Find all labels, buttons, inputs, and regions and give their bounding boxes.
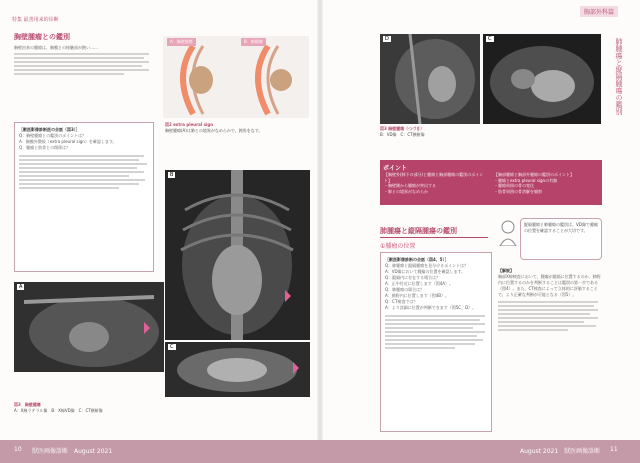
talk-line: A：正中付近に位置します（図4A）。 — [385, 281, 454, 286]
xray-lateral-drawing — [14, 282, 164, 372]
talk-line: Q：CT検査では？ — [385, 299, 418, 304]
fig-b-label: B — [170, 172, 174, 178]
fig-d-label: D — [385, 36, 389, 42]
point-header: ポイント — [383, 165, 408, 172]
fig-bottom-caption-title: 図3 胸壁腫瘍 — [14, 402, 41, 407]
callout-title: ［獣医影像診断医の会話（図3）］ — [19, 127, 80, 132]
fig3-caption-text: B：VD像 C：CT横断像 — [380, 132, 425, 137]
point-left-line: ・胸壁側から腫瘍が突出する — [384, 183, 436, 188]
point-right-line: ・肋骨周囲の骨溶解を観察 — [494, 188, 542, 194]
ct-c-drawing — [483, 34, 601, 124]
fig2a-tag: A：胸壁腫瘍 — [167, 38, 196, 46]
top-tab: 胸部外科篇 — [580, 6, 618, 17]
point-box — [380, 160, 602, 205]
xray-vd-drawing — [165, 170, 310, 340]
talk-line: A：より詳細に位置が判断できます（図5C、D）。 — [385, 305, 477, 310]
xray-lateral-image — [14, 282, 164, 372]
footer-bar — [0, 440, 640, 463]
header-title: 最善用来的诊断 — [23, 17, 59, 23]
xray-d-drawing — [380, 34, 480, 124]
talk-title: ［獣医影像診断の会話（図4、5）］ — [385, 257, 449, 262]
figure-2-illustration — [163, 36, 309, 118]
callout-box — [14, 122, 154, 272]
fig-a-label: A — [19, 284, 23, 290]
left-footer-text: 獣医画像診断 August 2021 — [32, 448, 113, 455]
figure-3-caption — [380, 126, 600, 138]
talk-line: A：VD像において腫瘤の位置を確認します。 — [385, 269, 466, 274]
callout-line: A：胸膜外徴候（extra pleural sign）を確認します。 — [19, 139, 117, 144]
fig-c-label-2: C — [488, 36, 492, 42]
xray-d-image — [380, 34, 480, 124]
point-right-line: ・腫瘤とextra pleural signの有無 — [494, 177, 558, 183]
point-left-title: 【胸壁外(肺下の部分)と腫瘍と胸部腫瘍の鑑別のポイント】 — [384, 172, 484, 183]
left-header — [12, 16, 59, 23]
talk-line: Q：肺腫瘍と縦隔腫瘍を見分けるポイントは？ — [385, 263, 469, 268]
section-body: 胸壁由来の腫瘍は、胸膜との接触部が鈍い…… — [14, 45, 98, 50]
figure-3-bottom-caption — [14, 402, 304, 414]
callout-line: Q：胸壁腫瘍との鑑別のポイントは？ — [19, 133, 87, 138]
ct-c-image — [483, 34, 601, 124]
doctor-icon — [498, 220, 518, 246]
pleural-diagram — [163, 36, 309, 118]
header-tag: 特集 — [12, 17, 23, 23]
subsection-title: ①腫瘤の位置 — [380, 243, 416, 250]
xray-vd-image — [165, 170, 310, 340]
explain-title: 【解説】 — [498, 268, 514, 273]
fig3-title: 胸壁腫瘍（つづき） — [388, 126, 425, 131]
fig3-label: 図3 — [380, 126, 387, 131]
talk-line: A：肺野内に位置します（図4B）。 — [385, 293, 450, 298]
section-title: 胸壁腫瘤との鑑別 — [14, 33, 70, 41]
point-right-title: 【胸部腫瘍と胸部外腫瘍の鑑別のポイント】 — [494, 172, 574, 177]
fig-bottom-caption-text: A：X線ラテラル像 B：X線VD像 C：CT横断像 — [14, 408, 103, 413]
talk-box — [380, 252, 492, 432]
right-footer-text: August 2021 獣医画像診断 — [520, 448, 601, 455]
fig2-caption-text: 胸壁腫瘍(A)は肺との境界がなめらかで、鈍角をなす。 — [165, 128, 263, 133]
point-right-line: ・腫瘍周囲の骨の変化 — [494, 183, 534, 188]
callout-line: Q：腫瘤と肋骨との関係は？ — [19, 145, 71, 150]
fig2-label: 図2 — [165, 122, 172, 127]
fig2b-tag: B：肺腫瘍 — [241, 38, 266, 46]
right-page-number: 11 — [610, 446, 618, 453]
page-gutter — [317, 0, 323, 440]
fig-c-label: C — [170, 344, 174, 350]
point-left — [384, 172, 489, 194]
speech-bubble: 縦隔腫瘍と肺腫瘍の鑑別は、VD像で腫瘤の位置を確認することが大切です。 — [520, 218, 602, 260]
left-page-number: 10 — [14, 446, 22, 453]
point-right — [494, 172, 598, 194]
section-2 — [380, 226, 488, 250]
fig2-title: extra pleural sign — [173, 122, 214, 127]
figure-2-caption — [165, 122, 305, 134]
explanation — [498, 268, 602, 333]
ct-image — [165, 342, 310, 397]
chest-wall-section — [14, 32, 154, 77]
talk-line: Q：肺腫瘍の場合は？ — [385, 287, 425, 292]
point-left-line: ・肺との境界がなめらか — [384, 188, 428, 194]
ct-drawing — [165, 342, 310, 397]
explain-text: 胸部X線検査において、腫瘤が縦隔に位置するのか、肺野内に位置するのかを判断することは鑑別の第一歩である（図4）。また、CT検査によって立体的に評価することで、より正確な判断が可能となる（図5）。 — [498, 274, 601, 297]
talk-line: Q：縦隔内に存在する場合は？ — [385, 275, 441, 280]
doctor-avatar — [498, 220, 518, 246]
section-2-title: 肺腫瘍と縦隔腫瘍の鑑別 — [380, 226, 488, 238]
vertical-title: 肺腫瘍と縦隔腫瘍の鑑別 — [615, 38, 623, 115]
